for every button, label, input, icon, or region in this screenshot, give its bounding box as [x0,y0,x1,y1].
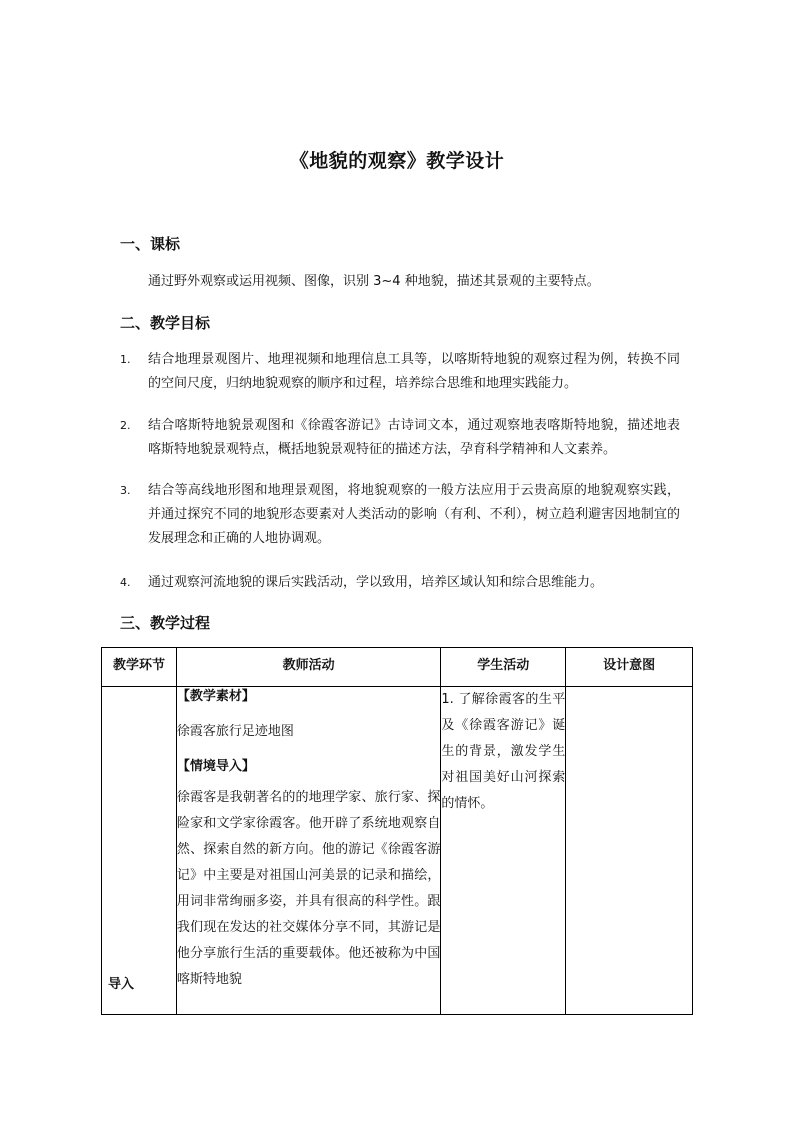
objective-text: 结合喀斯特地貌景观图和《徐霞客游记》古诗词文本，通过观察地表喀斯特地貌，描述地表喀斯特地貌景观特点，概括地貌景观特征的描述方法，孕育科学精神和人文素养。 [148,418,680,457]
header-student-activity: 学生活动 [441,648,566,687]
objective-number: 1. [120,353,131,366]
header-stage: 教学环节 [102,648,177,687]
table-header-row [102,648,693,687]
header-design-intent: 设计意图 [566,648,693,687]
header-teacher-activity: 教师活动 [176,648,441,687]
teaching-material-label: 【教学素材】 [176,689,255,704]
objective-item [120,414,680,462]
document-title: 《地貌的观察》教学设计 [289,150,505,172]
scenario-intro-label: 【情境导入】 [176,759,255,774]
objective-item [120,479,680,551]
objective-text: 通过观察河流地貌的课后实践活动，学以致用，培养区域认知和综合思维能力。 [148,575,604,590]
student-activity-cell: 1. 了解徐霞客的生平及《徐霞客游记》诞生的背景，激发学生对祖国美好山河探索的情怀。 [441,687,566,1015]
teaching-process-table [101,647,693,1015]
objective-number: 4. [120,576,131,589]
teacher-activity-cell [176,687,441,1015]
section-heading-objectives: 二、教学目标 [120,314,211,332]
objective-item [120,348,680,396]
stage-cell: 导入 [102,687,177,1015]
curriculum-text: 通过野外观察或运用视频、图像，识别 3~4 种地貌，描述其景观的主要特点。 [148,274,600,289]
objective-number: 2. [120,419,131,432]
objective-number: 3. [120,484,131,497]
section-heading-process: 三、教学过程 [120,614,211,632]
objective-text: 结合地理景观图片、地理视频和地理信息工具等，以喀斯特地貌的观察过程为例，转换不同的空间尺度，归纳地貌观察的顺序和过程，培养综合思维和地理实践能力。 [148,352,680,391]
scenario-intro-text: 徐霞客是我朝著名的的地理学家、旅行家、探险家和文学家徐霞客。他开辟了系统地观察自然、探索自然的新方向。他的游记《徐霞客游记》中主要是对祖国山河美景的记录和描绘，用词非常绚丽多姿，并具有很高的科学性。跟我们现在发达的社交媒体分享不同，其游记是他分享旅行生活的重要载体。他还被称为中国喀斯特地貌 [176,790,441,987]
section-heading-curriculum: 一、课标 [120,235,181,253]
table-row [102,687,693,1015]
design-intent-cell [566,687,693,1015]
objective-text: 结合等高线地形图和地理景观图，将地貌观察的一般方法应用于云贵高原的地貌观察实践，并通过探究不同的地貌形态要素对人类活动的影响（有利、不利），树立趋利避害因地制宜的发展理念和正确的人地协调观。 [148,483,680,546]
objective-item [120,571,680,595]
teaching-material-text: 徐霞客旅行足迹地图 [176,724,294,739]
